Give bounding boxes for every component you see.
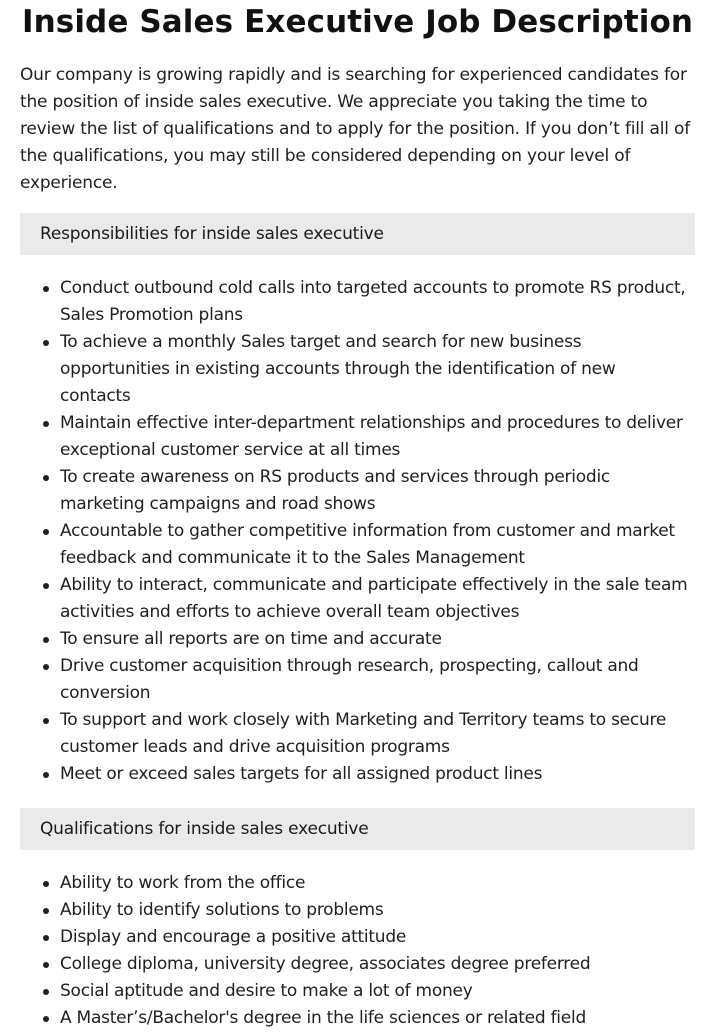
qualifications-heading: Qualifications for inside sales executive (20, 808, 695, 850)
list-item: Ability to interact, communicate and participate effectively in the sale team activities and efforts to achieve overall team objectives (60, 572, 695, 626)
list-item: Display and encourage a positive attitude (60, 924, 695, 951)
bullet-icon (43, 421, 49, 427)
page-title: Inside Sales Executive Job Description (21, 4, 694, 40)
intro-paragraph: Our company is growing rapidly and is searching for experienced candidates for the position of inside sales executive. We appreciate you taking the time to review the list of qualifications and to apply for the position. If you don’t fill all of the qualifications, you may still be considered depending on your level of experience. (20, 65, 690, 193)
responsibilities-list (20, 275, 695, 788)
list-item: To ensure all reports are on time and accurate (60, 626, 695, 653)
qualifications-list (20, 870, 695, 1032)
responsibilities-heading: Responsibilities for inside sales executive (20, 213, 695, 255)
bullet-icon (43, 637, 49, 643)
list-item: Accountable to gather competitive information from customer and market feedback and communicate it to the Sales Management (60, 518, 695, 572)
list-item: To create awareness on RS products and services through periodic marketing campaigns and road shows (60, 464, 695, 518)
list-item: Meet or exceed sales targets for all assigned product lines (60, 761, 695, 788)
bullet-icon (43, 286, 49, 292)
bullet-icon (43, 475, 49, 481)
list-item: A Master’s/Bachelor's degree in the life sciences or related field (60, 1005, 695, 1032)
list-item: To achieve a monthly Sales target and search for new business opportunities in existing accounts through the identification of new contacts (60, 329, 695, 410)
list-item: To support and work closely with Marketing and Territory teams to secure customer leads and drive acquisition programs (60, 707, 695, 761)
bullet-icon (43, 989, 49, 995)
list-item: Conduct outbound cold calls into targeted accounts to promote RS product, Sales Promotion plans (60, 275, 695, 329)
bullet-icon (43, 340, 49, 346)
bullet-icon (43, 529, 49, 535)
list-item: College diploma, university degree, associates degree preferred (60, 951, 695, 978)
list-item: Drive customer acquisition through research, prospecting, callout and conversion (60, 653, 695, 707)
bullet-icon (43, 1016, 49, 1022)
list-item: Ability to work from the office (60, 870, 695, 897)
bullet-icon (43, 583, 49, 589)
list-item: Ability to identify solutions to problems (60, 897, 695, 924)
list-item: Maintain effective inter-department relationships and procedures to deliver exceptional customer service at all times (60, 410, 695, 464)
bullet-icon (43, 664, 49, 670)
bullet-icon (43, 908, 49, 914)
bullet-icon (43, 935, 49, 941)
bullet-icon (43, 772, 49, 778)
bullet-icon (43, 718, 49, 724)
list-item: Social aptitude and desire to make a lot of money (60, 978, 695, 1005)
bullet-icon (43, 881, 49, 887)
bullet-icon (43, 962, 49, 968)
